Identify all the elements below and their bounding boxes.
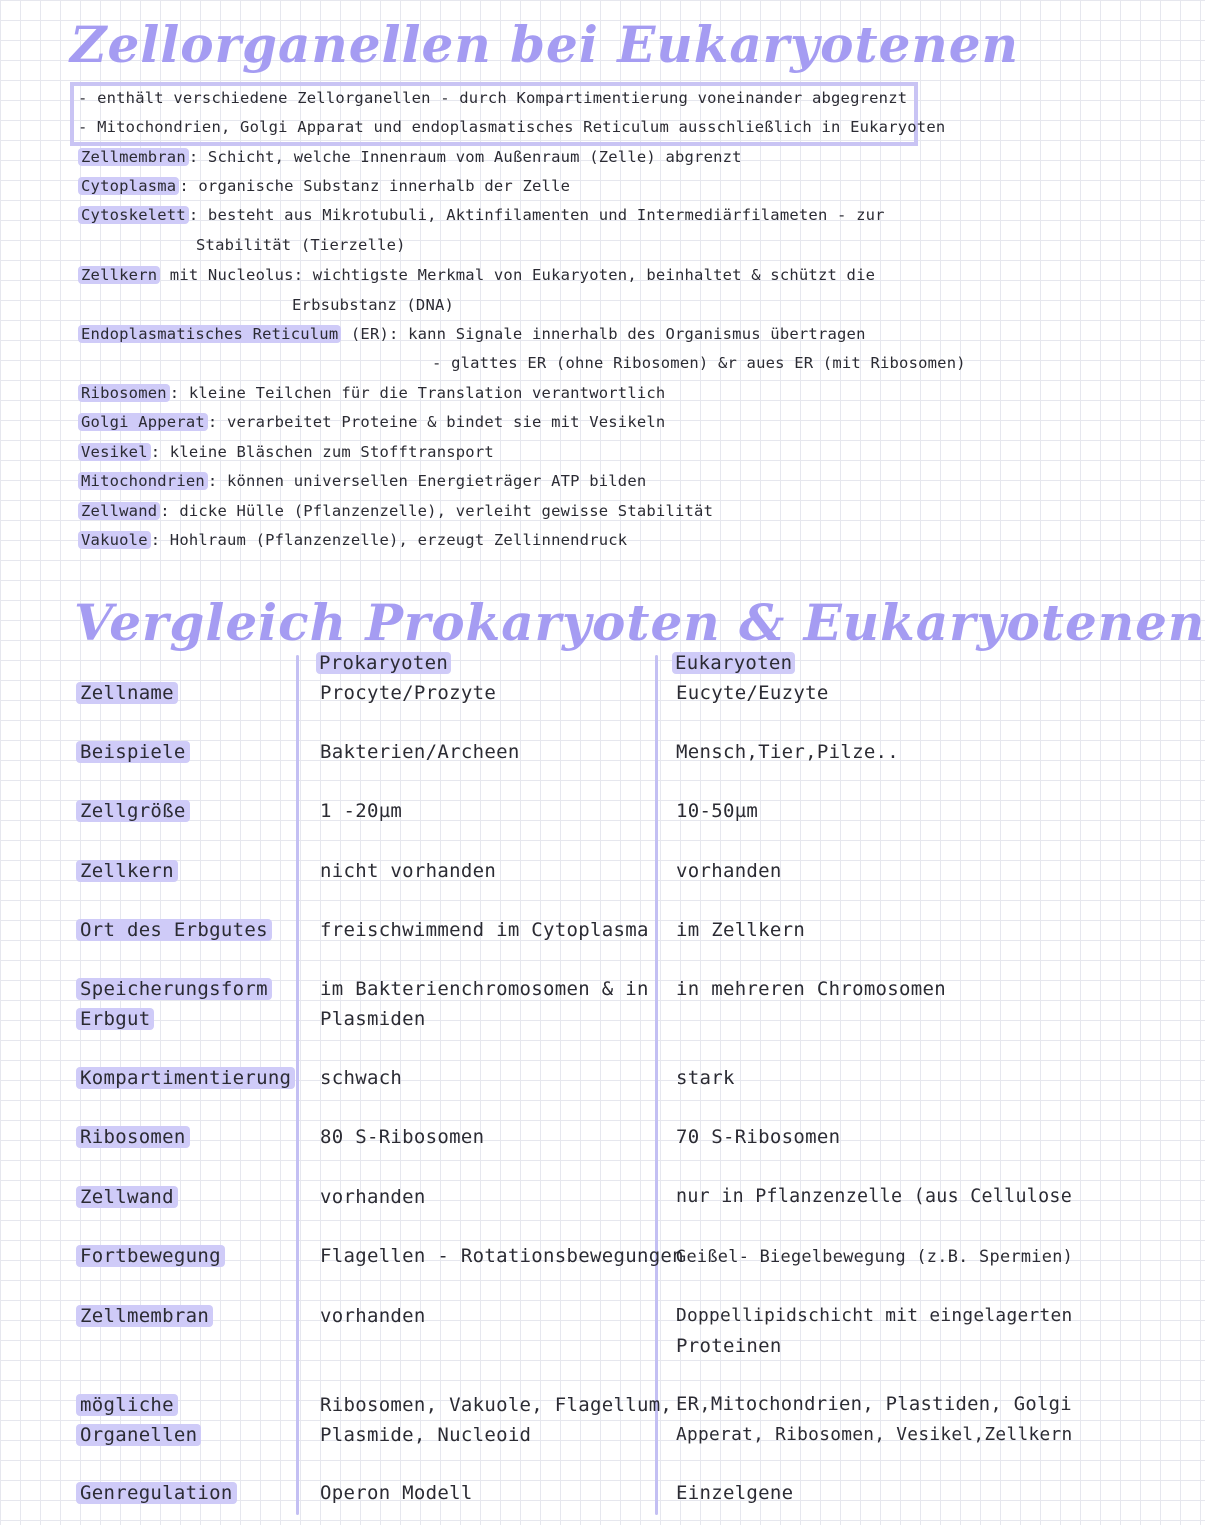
organelle-term: Zellmembran <box>78 148 189 166</box>
row-label: mögliche <box>76 1390 178 1420</box>
organelle-desc: - glattes ER (ohne Ribosomen) &r aues ER (mit Ribosomen) <box>432 354 966 372</box>
row-label: Fortbewegung <box>76 1241 225 1271</box>
organelle-desc: (ER): kann Signale innerhalb des Organismus übertragen <box>341 325 866 343</box>
row-label: Ribosomen <box>76 1122 190 1152</box>
cell-eukaryoten: 70 S-Ribosomen <box>676 1126 841 1148</box>
organelle-desc: Stabilität (Tierzelle) <box>196 236 406 254</box>
organelle-term: Cytoskelett <box>78 206 189 224</box>
row-label: Erbgut <box>76 1004 154 1034</box>
organelle-term: Endoplasmatisches Reticulum <box>78 325 341 343</box>
cell-eukaryoten: im Zellkern <box>676 919 806 941</box>
organelle-term: Ribosomen <box>78 384 170 402</box>
row-label: Zellkern <box>76 856 178 886</box>
cell-prokaryoten: freischwimmend im Cytoplasma <box>320 919 649 941</box>
organelle-desc: : Schicht, welche Innenraum vom Außenraum (Zelle) abgrenzt <box>188 148 742 166</box>
cell-eukaryoten: stark <box>676 1067 735 1089</box>
organelle-line <box>292 296 454 314</box>
title-organelles: Zellorganellen bei Eukaryotenen <box>70 15 1019 74</box>
organelle-line <box>78 325 866 343</box>
organelle-line <box>78 413 665 431</box>
cell-eukaryoten: Apperat, Ribosomen, Vesikel,Zellkern <box>676 1424 1073 1445</box>
cell-eukaryoten: vorhanden <box>676 860 782 882</box>
column-divider-2 <box>655 655 658 1515</box>
organelle-desc: : Hohlraum (Pflanzenzelle), erzeugt Zellinnendruck <box>150 531 628 549</box>
organelle-term: Zellkern <box>78 266 160 284</box>
cell-prokaryoten: Ribosomen, Vakuole, Flagellum, <box>320 1394 673 1416</box>
cell-prokaryoten: vorhanden <box>320 1305 426 1327</box>
organelle-line <box>78 384 665 402</box>
cell-eukaryoten: ER,Mitochondrien, Plastiden, Golgi <box>676 1394 1072 1415</box>
row-label: Beispiele <box>76 737 190 767</box>
cell-prokaryoten: Operon Modell <box>320 1482 473 1504</box>
cell-prokaryoten: Plasmide, Nucleoid <box>320 1424 532 1446</box>
row-label: Kompartimentierung <box>76 1063 295 1093</box>
header-eukaryoten: Eukaryoten <box>672 648 795 678</box>
organelle-term: Vesikel <box>78 443 151 461</box>
organelle-term: Vakuole <box>78 531 151 549</box>
organelle-desc: Erbsubstanz (DNA) <box>292 296 455 314</box>
organelle-line <box>78 472 646 490</box>
row-label: Speicherungsform <box>76 974 272 1004</box>
cell-prokaryoten: 80 S-Ribosomen <box>320 1126 485 1148</box>
organelle-desc: : kleine Teilchen für die Translation verantwortlich <box>169 384 666 402</box>
cell-prokaryoten: im Bakterienchromosomen & in <box>320 978 649 1000</box>
row-label: Zellgröße <box>76 796 190 826</box>
organelle-line <box>78 531 627 549</box>
row-label: Zellwand <box>76 1182 178 1212</box>
cell-prokaryoten: vorhanden <box>320 1186 426 1208</box>
organelle-line <box>78 177 570 195</box>
row-label: Organellen <box>76 1420 201 1450</box>
cell-prokaryoten: Bakterien/Archeen <box>320 741 520 763</box>
organelle-desc: : besteht aus Mikrotubuli, Aktinfilamenten und Intermediärfilameten - zur <box>188 206 885 224</box>
cell-prokaryoten: Plasmiden <box>320 1008 426 1030</box>
intro-line-2: - Mitochondrien, Golgi Apparat und endoplasmatisches Reticulum ausschließlich in Eukaryoten <box>78 118 946 136</box>
cell-eukaryoten: nur in Pflanzenzelle (aus Cellulose <box>676 1186 1073 1207</box>
cell-prokaryoten: Procyte/Prozyte <box>320 682 497 704</box>
cell-prokaryoten: nicht vorhanden <box>320 860 497 882</box>
cell-eukaryoten: Eucyte/Euzyte <box>676 682 829 704</box>
cell-eukaryoten: in mehreren Chromosomen <box>676 978 946 1000</box>
column-divider-1 <box>296 655 299 1515</box>
organelle-desc: : organische Substanz innerhalb der Zelle <box>179 177 571 195</box>
cell-eukaryoten: Mensch,Tier,Pilze.. <box>676 741 900 763</box>
organelle-line <box>78 443 494 461</box>
organelle-desc: : dicke Hülle (Pflanzenzelle), verleiht gewisse Stabilität <box>160 502 714 520</box>
organelle-line <box>78 148 742 166</box>
organelle-desc: : verarbeitet Proteine & bindet sie mit Vesikeln <box>207 413 666 431</box>
cell-eukaryoten: 10-50µm <box>676 800 759 822</box>
cell-prokaryoten: schwach <box>320 1067 403 1089</box>
cell-prokaryoten: Flagellen - Rotationsbewegungen <box>320 1245 684 1267</box>
cell-eukaryoten: Proteinen <box>676 1335 782 1357</box>
cell-eukaryoten: Doppellipidschicht mit eingelagerten <box>676 1305 1073 1326</box>
organelle-line <box>432 354 966 372</box>
row-label: Ort des Erbgutes <box>76 915 272 945</box>
organelle-line <box>78 266 875 284</box>
cell-eukaryoten: Geißel- Biegelbewegung (z.B. Spermien) <box>676 1246 1074 1266</box>
organelle-line <box>78 502 713 520</box>
header-prokaryoten: Prokaryoten <box>316 648 451 678</box>
organelle-term: Mitochondrien <box>78 472 208 490</box>
organelle-term: Golgi Apperat <box>78 413 208 431</box>
organelle-desc: : kleine Bläschen zum Stofftransport <box>150 443 494 461</box>
organelle-term: Zellwand <box>78 502 160 520</box>
organelle-desc: mit Nucleolus: wichtigste Merkmal von Eukaryoten, beinhaltet & schützt die <box>160 266 876 284</box>
organelle-desc: : können universellen Energieträger ATP bilden <box>207 472 647 490</box>
row-label: Genregulation <box>76 1478 237 1508</box>
row-label: Zellname <box>76 678 178 708</box>
cell-prokaryoten: 1 -20µm <box>320 800 403 822</box>
title-compare: Vergleich Prokaryoten & Eukaryotenen <box>74 593 1205 652</box>
cell-eukaryoten: Einzelgene <box>676 1482 794 1504</box>
row-label: Zellmembran <box>76 1301 213 1331</box>
organelle-line <box>196 236 406 254</box>
organelle-line <box>78 206 885 224</box>
intro-line-1: - enthält verschiedene Zellorganellen - durch Kompartimentierung voneinander abgegrenzt <box>78 89 908 107</box>
organelle-term: Cytoplasma <box>78 177 179 195</box>
